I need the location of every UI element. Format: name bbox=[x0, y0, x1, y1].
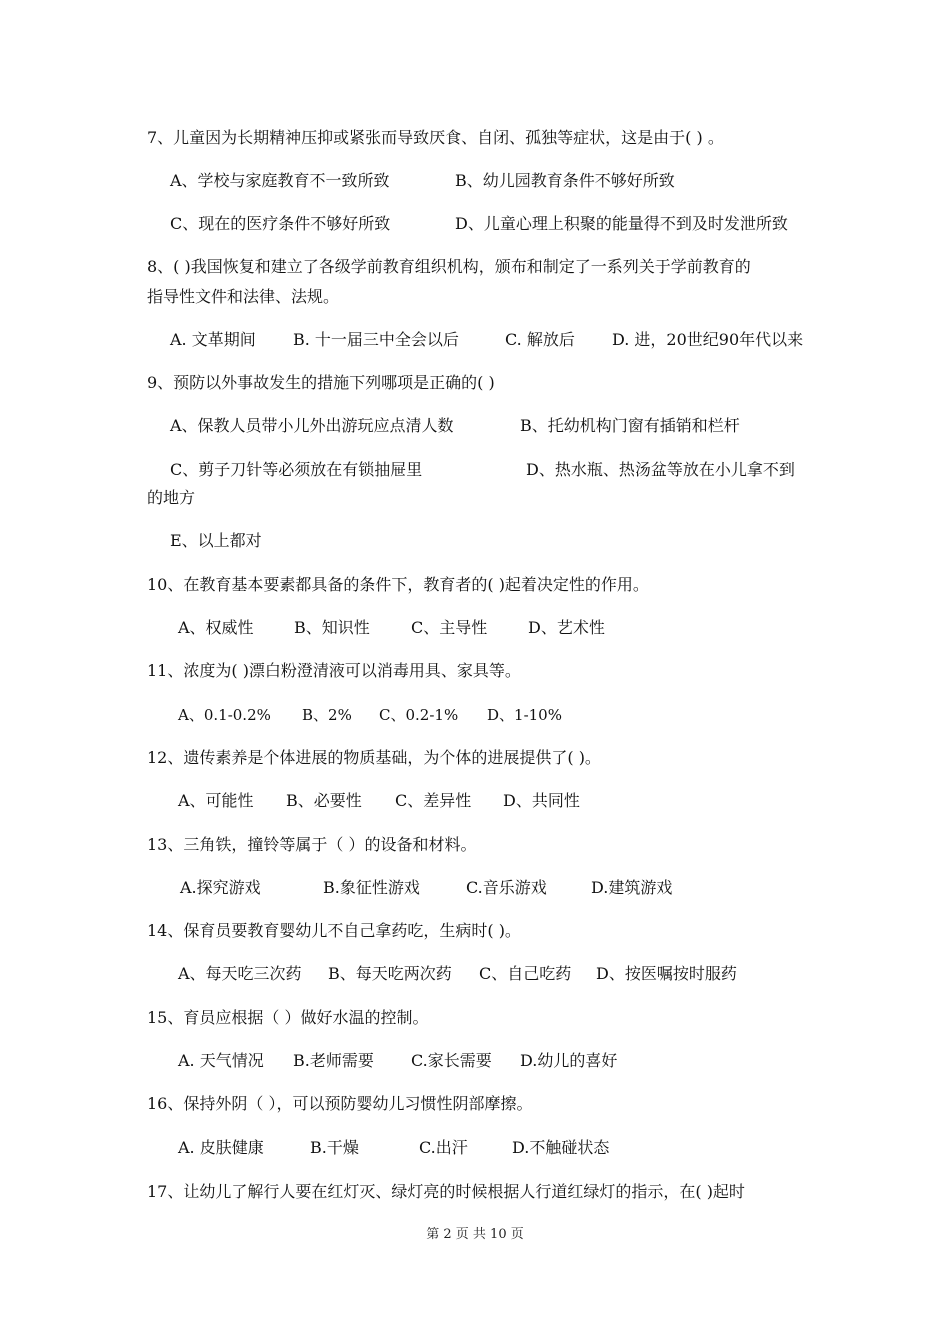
question-8-option-d: D. 进，20世纪90年代以来 bbox=[612, 330, 804, 349]
question-10-option-b: B、知识性 bbox=[294, 618, 370, 637]
question-16-option-c: C.出汗 bbox=[419, 1138, 468, 1157]
question-13-stem: 13、三角铁，撞铃等属于（ ）的设备和材料。 bbox=[147, 835, 477, 854]
question-16-option-d: D.不触碰状态 bbox=[512, 1138, 610, 1157]
question-9-option-d-continued: 的地方 bbox=[147, 488, 196, 507]
question-8-option-c: C. 解放后 bbox=[505, 330, 575, 349]
question-11-option-a: A、0.1-0.2% bbox=[178, 706, 271, 724]
question-9-stem: 9、预防以外事故发生的措施下列哪项是正确的( ) bbox=[147, 373, 495, 392]
question-15-option-b: B.老师需要 bbox=[293, 1051, 374, 1070]
question-7-option-b: B、幼儿园教育条件不够好所致 bbox=[455, 171, 675, 190]
question-12-option-c: C、差异性 bbox=[395, 791, 472, 810]
question-16-option-b: B.干燥 bbox=[310, 1138, 359, 1157]
question-17-stem: 17、让幼儿了解行人要在红灯灭、绿灯亮的时候根据人行道红绿灯的指示，在( )起时 bbox=[147, 1182, 745, 1201]
question-7-stem: 7、儿童因为长期精神压抑或紧张而导致厌食、自闭、孤独等症状，这是由于( ) 。 bbox=[147, 128, 724, 147]
question-9-option-b: B、托幼机构门窗有插销和栏杆 bbox=[520, 416, 740, 435]
question-13-option-a: A.探究游戏 bbox=[180, 878, 261, 897]
question-16-option-a: A. 皮肤健康 bbox=[178, 1138, 264, 1157]
question-11-option-c: C、0.2-1% bbox=[379, 706, 459, 724]
question-14-stem: 14、保育员要教育婴幼儿不自己拿药吃，生病时( )。 bbox=[147, 921, 521, 940]
question-15-option-d: D.幼儿的喜好 bbox=[520, 1051, 618, 1070]
question-12-option-d: D、共同性 bbox=[503, 791, 580, 810]
question-14-option-d: D、按医嘱按时服药 bbox=[596, 964, 737, 983]
question-12-option-b: B、必要性 bbox=[286, 791, 362, 810]
question-12-option-a: A、可能性 bbox=[178, 791, 254, 810]
question-7-option-a: A、学校与家庭教育不一致所致 bbox=[170, 171, 390, 190]
question-14-option-c: C、自己吃药 bbox=[479, 964, 572, 983]
question-13-option-b: B.象征性游戏 bbox=[323, 878, 420, 897]
question-10-option-a: A、权威性 bbox=[178, 618, 254, 637]
question-9-option-d: D、热水瓶、热汤盆等放在小儿拿不到 bbox=[526, 460, 795, 479]
question-15-stem: 15、育员应根据（ ）做好水温的控制。 bbox=[147, 1008, 429, 1027]
question-14-option-a: A、每天吃三次药 bbox=[178, 964, 302, 983]
question-9-option-a: A、保教人员带小儿外出游玩应点清人数 bbox=[170, 416, 454, 435]
question-7-option-c: C、现在的医疗条件不够好所致 bbox=[170, 214, 391, 233]
question-11-option-b: B、2% bbox=[302, 706, 352, 724]
question-10-option-c: C、主导性 bbox=[411, 618, 488, 637]
question-15-option-a: A. 天气情况 bbox=[178, 1051, 264, 1070]
question-15-option-c: C.家长需要 bbox=[411, 1051, 492, 1070]
page-number-footer: 第 2 页 共 10 页 bbox=[426, 1227, 524, 1242]
question-8-stem-line2: 指导性文件和法律、法规。 bbox=[147, 287, 340, 306]
question-13-option-d: D.建筑游戏 bbox=[591, 878, 673, 897]
question-14-option-b: B、每天吃两次药 bbox=[328, 964, 452, 983]
question-11-stem: 11、浓度为( )漂白粉澄清液可以消毒用具、家具等。 bbox=[147, 661, 521, 680]
question-8-option-a: A. 文革期间 bbox=[170, 330, 256, 349]
question-13-option-c: C.音乐游戏 bbox=[466, 878, 547, 897]
question-10-option-d: D、艺术性 bbox=[528, 618, 605, 637]
question-8-stem-line1: 8、( )我国恢复和建立了各级学前教育组织机构，颁布和制定了一系列关于学前教育的 bbox=[147, 257, 751, 276]
question-11-option-d: D、1-10% bbox=[487, 706, 562, 724]
question-16-stem: 16、保持外阴（ ），可以预防婴幼儿习惯性阴部摩擦。 bbox=[147, 1094, 533, 1113]
question-9-option-c: C、剪子刀针等必须放在有锁抽屉里 bbox=[170, 460, 423, 479]
question-10-stem: 10、在教育基本要素都具备的条件下，教育者的( )起着决定性的作用。 bbox=[147, 575, 649, 594]
question-9-option-e: E、以上都对 bbox=[170, 531, 262, 550]
question-7-option-d: D、儿童心理上积聚的能量得不到及时发泄所致 bbox=[455, 214, 788, 233]
question-8-option-b: B. 十一届三中全会以后 bbox=[293, 330, 459, 349]
question-12-stem: 12、遗传素养是个体进展的物质基础，为个体的进展提供了( )。 bbox=[147, 748, 601, 767]
